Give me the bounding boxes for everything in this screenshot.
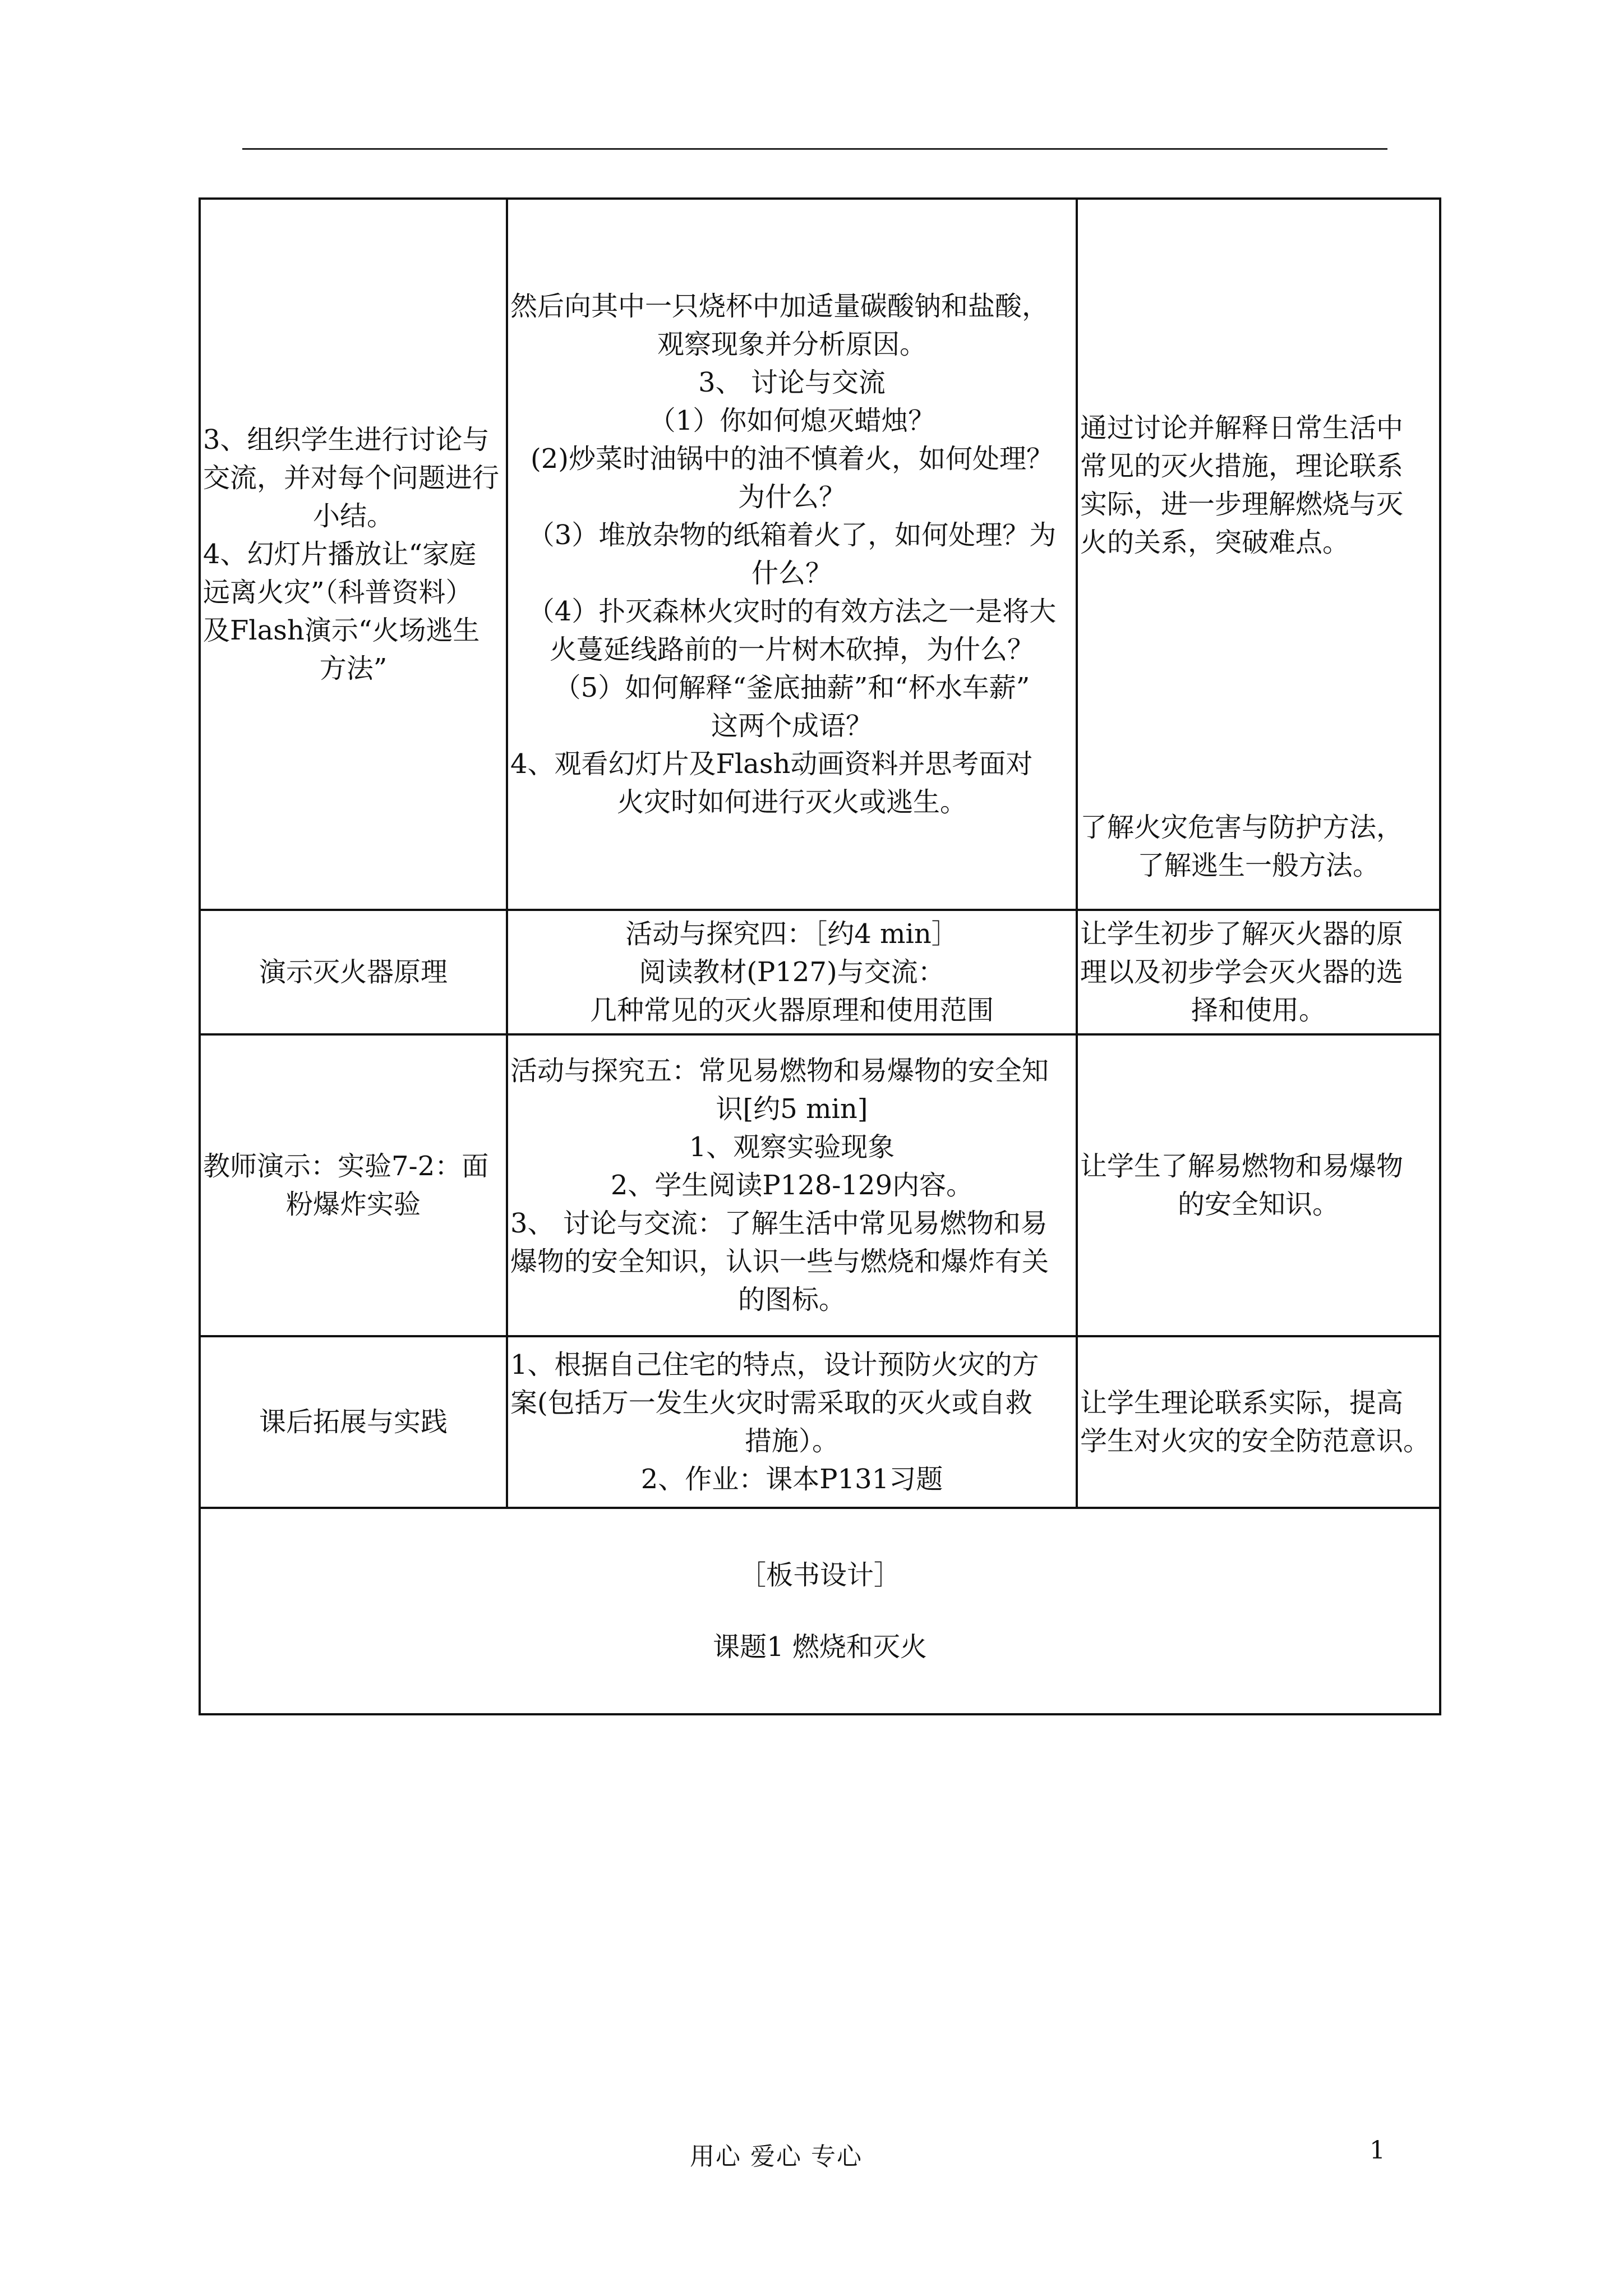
row1-student-activity: 然后向其中一只烧杯中加适量碳酸钠和盐酸， 观察现象并分析原因。 3、 讨论与交流 （1）你如何熄灭蜡烛？ (2)炒菜时油锅中的油不慎着火，如何处理？ 为什么？ （3）堆放杂物的纸箱着火了，如何处理？为 什么？ （4）扑灭森林火灾时的有效方法之一是将大 火蔓延线路前的一片树木砍掉，为什么？ （5）如何解释“釜底抽薪”和“杯水车薪” 这两个成语？ 4、观看幻灯片及Flash动画资料并思考面对 火灾时如何进行灭火或逃生。 [507,199,1077,910]
table-row [200,199,1440,910]
blackboard-design [200,1508,1440,1714]
row3-design-intent: 让学生了解易燃物和易爆物 的安全知识。 [1077,1034,1440,1336]
row3-student-activity: 活动与探究五：常见易燃物和易爆物的安全知 识[约5 min] 1、观察实验现象 2、学生阅读P128-129内容。 3、 讨论与交流：了解生活中常见易燃物和易 爆物的安全知识，认识一些与燃烧和爆炸有关 的图标。 [507,1034,1077,1336]
board-topic: 课题1 燃烧和灭火 [713,1631,927,1663]
row2-teacher-activity: 演示灭火器原理 [200,910,507,1034]
table-row [200,1034,1440,1336]
header-rule [242,148,1387,150]
row1-design-intent: 通过讨论并解释日常生活中 常见的灭火措施，理论联系 实际，进一步理解燃烧与灭 火的关系，突破难点。 了解火灾危害与防护方法， 了解逃生一般方法。 [1077,199,1440,910]
footer-motto: 用心 爱心 专心 [690,2142,863,2171]
lesson-plan-table [199,197,1441,1715]
row2-student-activity: 活动与探究四：［约4 min］ 阅读教材(P127)与交流： 几种常见的灭火器原理和使用范围 [507,910,1077,1034]
row4-student-activity: 1、根据自己住宅的特点，设计预防火灾的方 案(包括万一发生火灾时需采取的灭火或自救 措施）。 2、作业：课本P131习题 [507,1336,1077,1508]
board-heading: ［板书设计］ [739,1559,901,1591]
row4-teacher-activity: 课后拓展与实践 [200,1336,507,1508]
row1-teacher-activity: 3、组织学生进行讨论与 交流，并对每个问题进行 小结。 4、幻灯片播放让“家庭 远离火灾”（科普资料） 及Flash演示“火场逃生 方法” [200,199,507,910]
table-row [200,1336,1440,1508]
table-row [200,1508,1440,1714]
row3-teacher-activity: 教师演示：实验7-2：面 粉爆炸实验 [200,1034,507,1336]
row4-design-intent: 让学生理论联系实际，提高 学生对火灾的安全防范意识。 [1077,1336,1440,1508]
row2-design-intent: 让学生初步了解灭火器的原 理以及初步学会灭火器的选 择和使用。 [1077,910,1440,1034]
table-row [200,910,1440,1034]
page-number: 1 [1370,2136,1385,2165]
